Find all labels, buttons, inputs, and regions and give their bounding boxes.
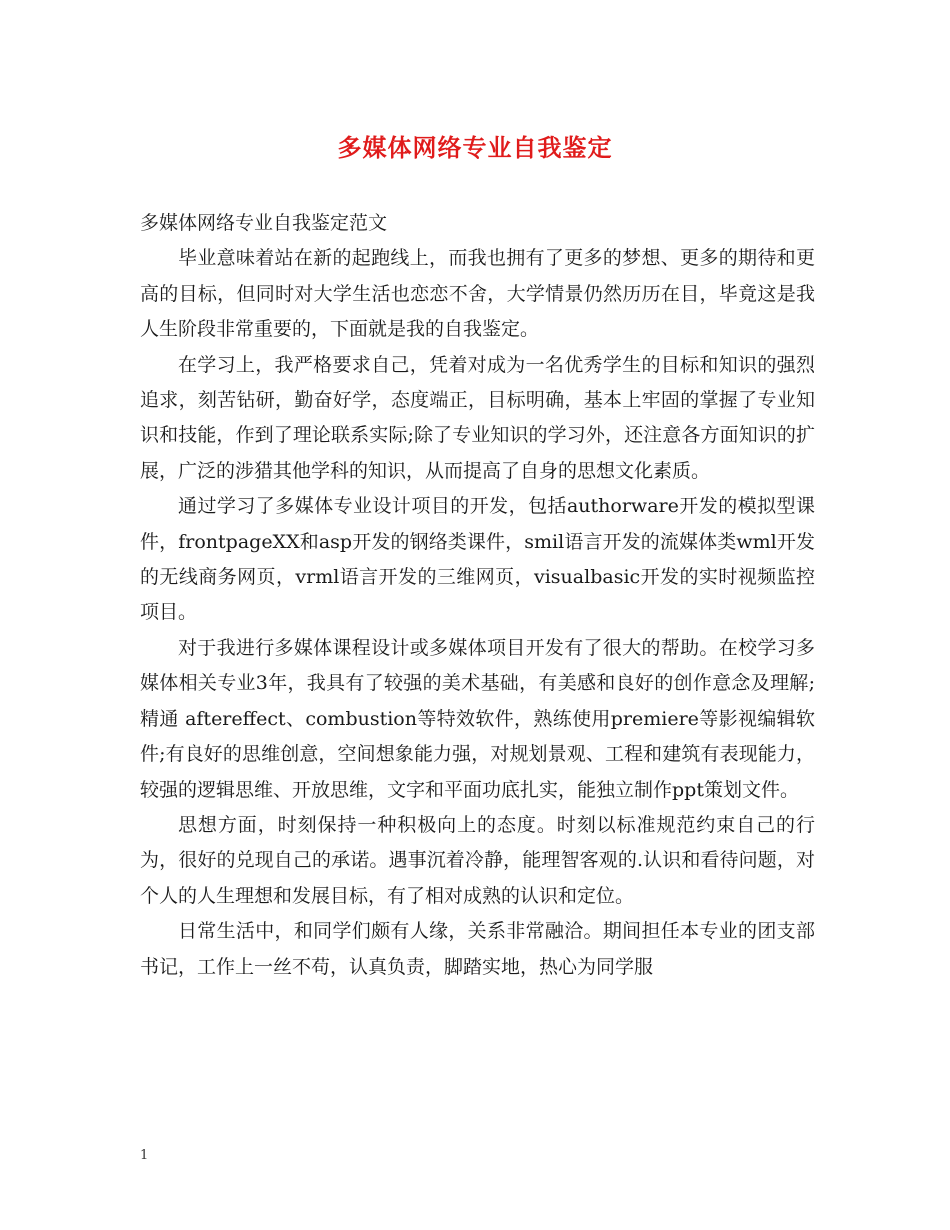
- paragraph-study: 在学习上，我严格要求自己，凭着对成为一名优秀学生的目标和知识的强烈追求，刻苦钻研，勤奋好学，态度端正，目标明确，基本上牢固的掌握了专业知识和技能，作到了理论联系实际;除了专业知识的学习外，还注意各方面知识的扩展，广泛的涉猎其他学科的知识，从而提高了自身的思想文化素质。: [140, 353, 815, 482]
- paragraph-skills: 对于我进行多媒体课程设计或多媒体项目开发有了很大的帮助。在校学习多媒体相关专业3年，我具有了较强的美术基础，有美感和良好的创作意念及理解;精通 aftereffect、combustion等特效软件，熟练使用premiere等影视编辑软件;有良好的思维创意，空间想象能力强，对规划景观、工程和建筑有表现能力，较强的逻辑思维、开放思维，文字和平面功底扎实，能独立制作ppt策划文件。: [140, 636, 815, 801]
- paragraph-daily-life: 日常生活中，和同学们颇有人缘，关系非常融洽。期间担任本专业的团支部书记，工作上一丝不苟，认真负责，脚踏实地，热心为同学服: [140, 920, 815, 978]
- paragraph-projects: 通过学习了多媒体专业设计项目的开发，包括authorware开发的模拟型课件，frontpageXX和asp开发的钢络类课件，smil语言开发的流媒体类wml开发的无线商务网页，vrml语言开发的三维网页，visualbasic开发的实时视频监控项目。: [140, 495, 815, 624]
- page-number: 1: [140, 1148, 149, 1163]
- paragraph-thinking: 思想方面，时刻保持一种积极向上的态度。时刻以标准规范约束自己的行为，很好的兑现自己的承诺。遇事沉着冷静，能理智客观的.认识和看待问题，对个人的人生理想和发展目标，有了相对成熟的认识和定位。: [140, 813, 815, 907]
- document-subtitle: 多媒体网络专业自我鉴定范文: [140, 212, 388, 234]
- paragraph-graduation: 毕业意味着站在新的起跑线上，而我也拥有了更多的梦想、更多的期待和更高的目标，但同时对大学生活也恋恋不舍，大学情景仍然历历在目，毕竟这是我人生阶段非常重要的，下面就是我的自我鉴定。: [140, 247, 815, 341]
- document-title: 多媒体网络专业自我鉴定: [337, 133, 613, 162]
- document-body: [140, 206, 815, 985]
